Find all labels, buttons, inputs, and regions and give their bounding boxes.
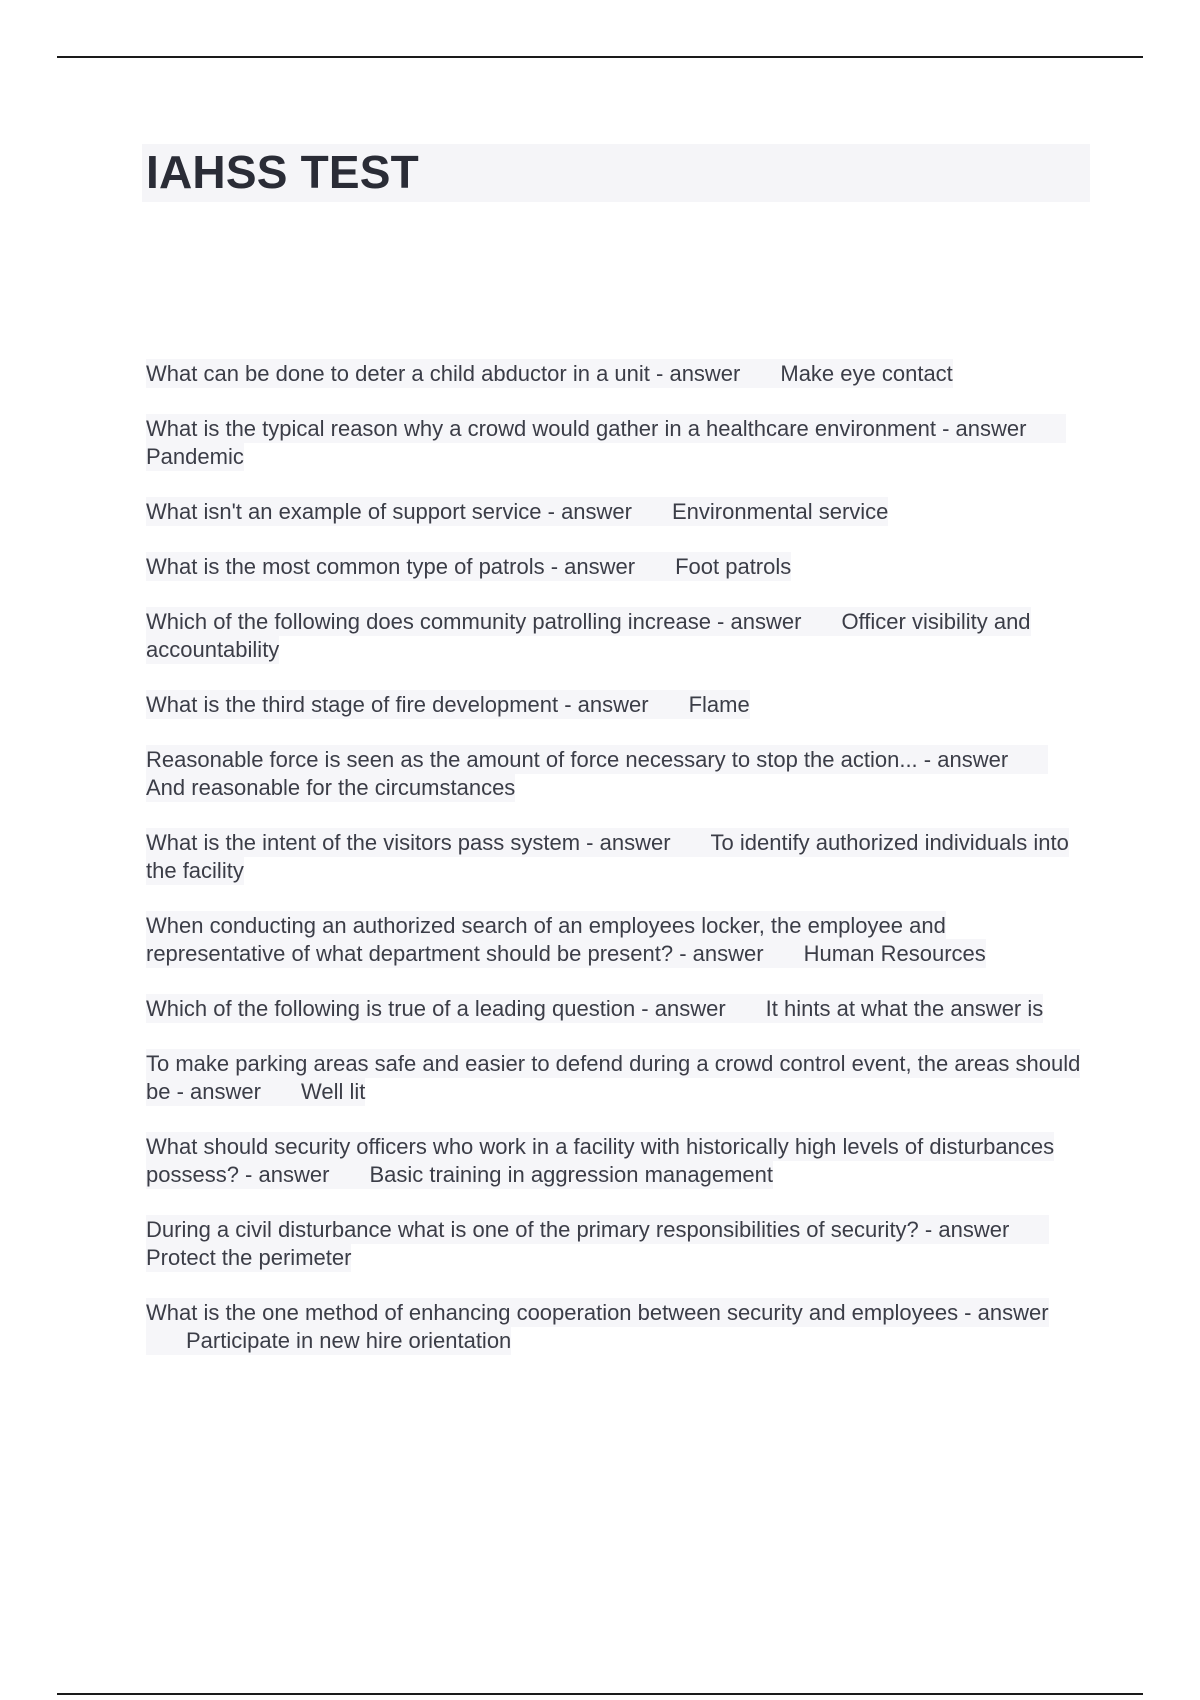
question-text: What is the typical reason why a crowd would gather in a healthcare environment - — [146, 416, 950, 441]
answer-label: answer — [561, 499, 632, 524]
qa-item — [146, 1216, 1086, 1272]
answer-label: answer — [599, 830, 671, 855]
answer-text: Officer visibility and accountability — [146, 609, 1031, 662]
qa-item — [146, 746, 1086, 802]
question-text: What isn't an example of support service - — [146, 499, 555, 524]
qa-item — [146, 1133, 1086, 1189]
question-text: To make parking areas safe and easier to defend during a crowd control event, the areas should be - — [146, 1051, 1081, 1104]
question-text: What can be done to deter a child abductor in a unit - — [146, 361, 664, 386]
answer-text: Make eye contact — [780, 361, 953, 386]
question-text: When conducting an authorized search of an employees locker, the employee and representative of what department should be present? - — [146, 913, 946, 966]
question-text: Which of the following does community patrolling increase - — [146, 609, 725, 634]
answer-label: answer — [577, 692, 649, 717]
qa-item — [146, 691, 1086, 719]
answer-text: And reasonable for the circumstances — [146, 775, 516, 800]
question-text: What is the intent of the visitors pass system - — [146, 830, 594, 855]
answer-label: answer — [937, 747, 1009, 772]
answer-text: It hints at what the answer is — [765, 996, 1044, 1021]
answer-text: Foot patrols — [675, 554, 792, 579]
answer-text: Protect the perimeter — [146, 1245, 352, 1270]
answer-label: answer — [692, 941, 764, 966]
question-text: Reasonable force is seen as the amount of force necessary to stop the action... - — [146, 747, 932, 772]
top-rule — [57, 56, 1143, 58]
qa-item — [146, 360, 1086, 388]
qa-item — [146, 912, 1086, 968]
answer-text: Flame — [688, 692, 750, 717]
question-text: What is the third stage of fire development - — [146, 692, 572, 717]
question-text: During a civil disturbance what is one of the primary responsibilities of security? - — [146, 1217, 933, 1242]
document-title: IAHSS TEST — [146, 146, 419, 198]
answer-text: To identify authorized individuals into the facility — [146, 830, 1069, 883]
answer-label: answer — [564, 554, 636, 579]
answer-text: Pandemic — [146, 444, 244, 469]
answer-text: Human Resources — [803, 941, 986, 966]
question-text: What should security officers who work in a facility with historically high levels of disturbances possess? - — [146, 1134, 1055, 1187]
qa-item — [146, 829, 1086, 885]
answer-text: Basic training in aggression management — [369, 1162, 773, 1187]
qa-item — [146, 415, 1086, 471]
qa-item — [146, 1050, 1086, 1106]
answer-text: Environmental service — [671, 499, 889, 524]
answer-label: answer — [258, 1162, 330, 1187]
question-text: What is the one method of enhancing cooperation between security and employees - — [146, 1300, 972, 1325]
qa-item — [146, 995, 1086, 1023]
question-text: Which of the following is true of a leading question - — [146, 996, 649, 1021]
answer-text: Well lit — [300, 1079, 366, 1104]
answer-label: answer — [938, 1217, 1010, 1242]
qa-list — [146, 360, 1086, 1382]
answer-label: answer — [190, 1079, 261, 1104]
qa-item — [146, 608, 1086, 664]
qa-item — [146, 498, 1086, 526]
answer-label: answer — [654, 996, 726, 1021]
answer-label: answer — [955, 416, 1027, 441]
answer-label: answer — [730, 609, 802, 634]
qa-item — [146, 553, 1086, 581]
question-text: What is the most common type of patrols - — [146, 554, 559, 579]
answer-label: answer — [977, 1300, 1049, 1325]
answer-label: answer — [669, 361, 741, 386]
answer-text: Participate in new hire orientation — [186, 1328, 512, 1353]
bottom-rule — [57, 1693, 1143, 1695]
qa-item — [146, 1299, 1086, 1355]
